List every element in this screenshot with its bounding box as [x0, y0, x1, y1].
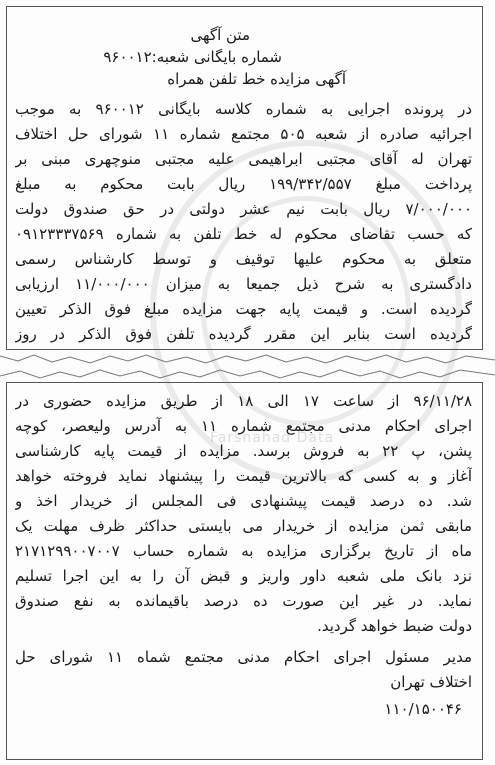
body-line: ماه از تاریخ برگزاری مزایده به شماره حساب ۲۱۷۱۲۹۹۰۰۷۰۰۷ — [15, 542, 472, 560]
body-line: تهران له آقای مجتبی ابراهیمی علیه مجتبی منوچهری مبنی بر — [15, 150, 472, 168]
archive-number: شماره بایگانی شعبه:۹۶۰۰۱۲ — [103, 48, 282, 66]
body-line: نزد بانک ملی شعبه داور واریز و قبض آن را به این اجرا تسلیم — [15, 567, 472, 585]
body-line: پشن، پ ۲۲ به فروش برسد. مزایده از قیمت پایه کارشناسی — [15, 442, 472, 460]
paper-tear-divider — [0, 352, 495, 382]
body-line: ۷/۰۰۰/۰۰۰ ریال بابت نیم عشر دولتی در حق صندوق دولت — [15, 200, 472, 218]
notice-section-top — [6, 6, 483, 350]
body-line: مابقی ثمن مزایده از خریدار می بایستی حداکثر ظرف مهلت یک — [15, 517, 472, 535]
body-line: پرداخت مبلغ ۱۹۹/۳۴۲/۵۵۷ ریال بابت محکوم به مبلغ — [15, 175, 472, 193]
signature-line: مدیر مسئول اجرای احکام مدنی مجتمع شماه ۱۱ شورای حل — [15, 648, 472, 666]
body-line: آغاز و به کسی که بالاترین قیمت را پیشنهاد نماید فروخته خواهد — [15, 467, 472, 485]
signature-office: اختلاف تهران — [390, 673, 472, 691]
body-line: در پرونده اجرایی به شماره کلاسه بایگانی ۹۶۰۰۱۲ به موجب — [15, 100, 472, 118]
body-line: شد. ده درصد قیمت پیشنهادی فی المجلس از خریدار اخذ و — [15, 492, 472, 510]
body-line: اجرائیه صادره از شعبه ۵۰۵ مجتمع شماره ۱۱ شورای حل اختلاف — [15, 125, 472, 143]
body-line: نماید. در غیر این صورت ده درصد باقیمانده به نفع صندوق — [15, 592, 472, 610]
body-line: ۹۶/۱۱/۲۸ از ساعت ۱۷ الی ۱۸ از طریق مزایده حضوری در — [15, 392, 472, 410]
body-line: دادگستری به شرح ذیل جمیعا به میزان ۱۱/۰۰۰/۰۰۰ ارزیابی — [15, 275, 472, 293]
body-line: دولت ضبط خواهد گردید. — [317, 617, 472, 635]
notice-headline: آگهی مزایده خط تلفن همراه — [167, 70, 346, 88]
body-line: گردیده است. و قیمت پایه جهت مزایده مبلغ فوق الذکر تعیین — [15, 300, 472, 318]
notice-section-bottom — [6, 382, 483, 760]
body-line: اجرای احکام مدنی مجتمع شماره ۱۱ به آدرس ولیعصر، کوچه — [15, 417, 472, 435]
body-line: که حسب تقاضای محکوم له خط تلفن به شماره ۰۹۱۲۳۳۳۷۵۶۹ — [15, 225, 472, 243]
reference-number: ۱۱۰/۱۵۰۰۴۶ — [384, 700, 462, 718]
notice-title: متن آگهی — [190, 26, 250, 44]
watermark-text: Farsnahad Data — [210, 430, 335, 446]
body-line: متعلق به محکوم علیها توقیف و توسط کارشناس رسمی — [15, 250, 472, 268]
body-line: گردیده است بنابر این مقرر گردیده تلفن فوق الذکر در روز — [15, 325, 472, 343]
